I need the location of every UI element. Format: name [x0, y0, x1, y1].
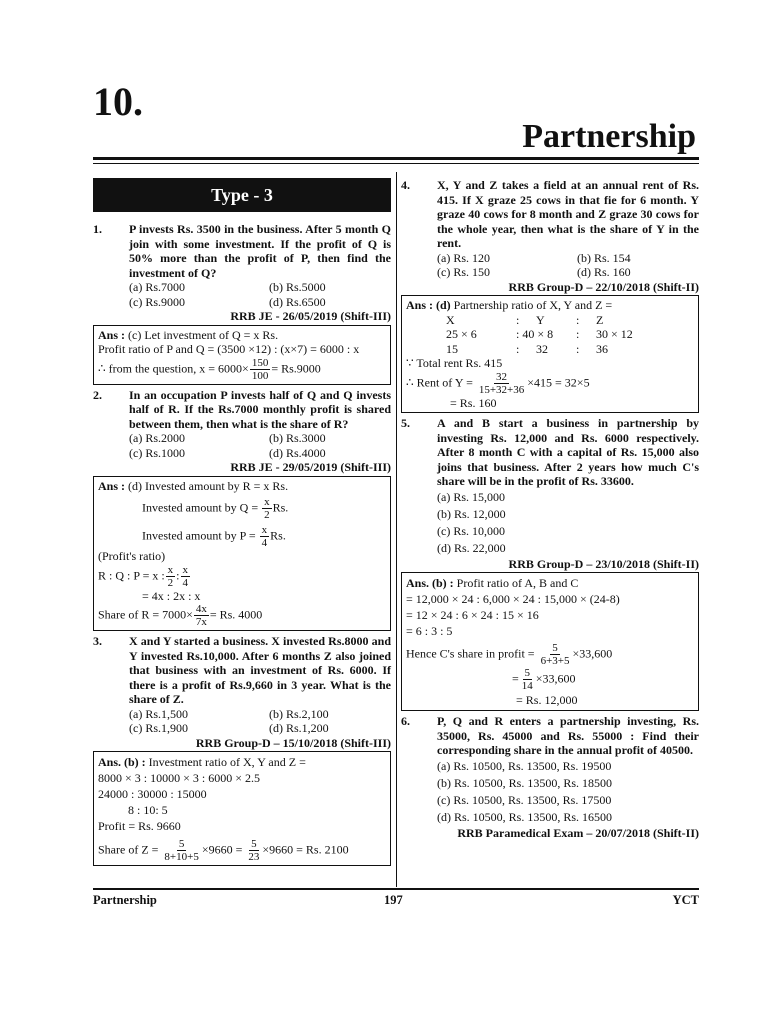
column-divider	[396, 172, 397, 887]
question-number: 1.	[93, 222, 102, 236]
fraction: $\frac{4x}{7x}$	[195, 603, 207, 628]
answer-step: Share of Z = $\frac{5}{8+10+5}$ ×9660 = $\frac{5}{23}$ ×9660 = Rs. 2100	[98, 838, 349, 863]
footer-chapter: Partnership	[93, 893, 157, 907]
footer-rule	[93, 888, 699, 890]
question-number: 6.	[401, 714, 410, 728]
exam-reference: RRB Paramedical Exam – 20/07/2018 (Shift-II)	[457, 825, 699, 840]
option-c: (c) Rs. 150	[437, 265, 490, 279]
question-text: X, Y and Z takes a field at an annual rent of Rs. 415. If X graze 25 cows in that fie for 6 month. Y graze 40 cows for 8 month and Z graze 30 cows for the whole year, then what is the share of Y in the rent.	[437, 178, 699, 250]
fraction: $\frac{5}{23}$	[248, 838, 260, 863]
ratio-row: X : Y : Z	[446, 312, 604, 327]
answer-text: (d) Invested amount by R = x Rs.	[128, 478, 289, 493]
options-1	[93, 280, 391, 309]
answer-label: Ans : (d)	[406, 298, 454, 312]
answer-label: Ans :	[98, 327, 129, 342]
answer-step: 8 : 10: 5	[128, 803, 168, 817]
option-d: (d) Rs.4000	[269, 445, 326, 460]
fraction: $\frac{32}{15+32+36}$	[478, 370, 525, 396]
answer-step: Profit ratio of P and Q = (3500 ×12) : (x×7) = 6000 : x	[98, 342, 360, 356]
answer-step: Share of R = 7000× $\frac{4x}{7x}$ = Rs. 4000	[98, 603, 263, 628]
fraction: $\frac{x}{4}$	[261, 524, 268, 549]
type-banner: Type - 3	[93, 178, 391, 212]
question-text: P invests Rs. 3500 in the business. After 5 month Q join with some investment. If the profit of Q is 50% more than the profit of P, then find the investment of Q?	[129, 222, 391, 280]
fraction: $\frac{150}{100}$	[251, 356, 269, 382]
option-a: (a) Rs. 120	[437, 250, 490, 265]
answer-label: Ans :	[98, 478, 129, 493]
answer-box-4	[401, 295, 699, 413]
answer-step: = $\frac{5}{14}$ ×33,600	[512, 667, 576, 692]
option-c: (c) Rs.9000	[129, 294, 185, 309]
exam-reference: RRB Group-D – 23/10/2018 (Shift-II)	[508, 556, 699, 571]
answer-text: Investment ratio of X, Y and Z =	[148, 755, 306, 769]
option-b: (b) Rs.3000	[269, 431, 326, 445]
question-text: A and B start a business in partnership by investing Rs. 12,000 and Rs. 6000 respectively. After 8 month C with a capital of Rs. 15,000 also joins that business. After 2 years how much C's share will be in the profit of Rs. 33600.	[437, 416, 699, 488]
answer-step: Invested amount by Q = $\frac{x}{2}$ Rs.	[142, 496, 289, 521]
question-number: 4.	[401, 178, 410, 192]
fraction: $\frac{x}{4}$	[182, 563, 189, 589]
option-b: (b) Rs. 154	[577, 250, 631, 265]
exam-reference: RRB Group-D – 15/10/2018 (Shift-III)	[195, 735, 391, 750]
fraction: $\frac{x}{2}$	[167, 563, 174, 589]
page-number: 197	[384, 893, 403, 907]
answer-label: Ans. (b) :	[406, 576, 457, 590]
option-b: (b) Rs.5000	[269, 280, 326, 294]
option-c: (c) Rs.1,900	[129, 721, 188, 735]
question-text: X and Y started a business. X invested Rs.8000 and Y invested Rs.10,000. After 6 months Z also joined that business with an investment of Rs. 6000. If there is a profit of Rs.9,660 in 3 year. What is the share of Z.	[129, 634, 391, 706]
option-a: (a) Rs.2000	[129, 431, 185, 445]
answer-step: Hence C's share in profit = $\frac{5}{6+3+5}$ ×33,600	[406, 642, 613, 667]
chapter-number: 10.	[93, 79, 143, 124]
options-3	[93, 707, 391, 736]
question-2	[93, 388, 391, 432]
option-b: (b) Rs. 12,000	[437, 506, 506, 521]
options-6	[401, 758, 699, 826]
answer-step: = Rs. 12,000	[516, 693, 578, 707]
option-b: (b) Rs. 10500, Rs. 13500, Rs. 18500	[437, 775, 613, 790]
exam-reference: RRB JE - 29/05/2019 (Shift-III)	[230, 460, 391, 474]
options-4	[401, 251, 699, 280]
answer-step: ∴ Rent of Y = $\frac{32}{15+32+36}$ ×415 = 32×5	[406, 370, 590, 396]
answer-text: (c) Let investment of Q = x Rs.	[128, 327, 279, 342]
answer-step: = 12,000 × 24 : 6,000 × 24 : 15,000 × (24-8)	[406, 592, 620, 606]
options-2	[93, 431, 391, 460]
answer-step: 8000 × 3 : 10000 × 3 : 6000 × 2.5	[98, 771, 260, 785]
answer-step: = 12 × 24 : 6 × 24 : 15 × 16	[406, 608, 539, 622]
answer-text: Profit ratio of A, B and C	[456, 576, 579, 590]
fraction: $\frac{5}{8+10+5}$	[164, 838, 199, 863]
answer-step: Profit = Rs. 9660	[98, 819, 181, 833]
exam-reference: RRB Group-D – 22/10/2018 (Shift-II)	[508, 279, 699, 294]
option-c: (c) Rs. 10500, Rs. 13500, Rs. 17500	[437, 792, 612, 807]
option-a: (a) Rs.7000	[129, 280, 185, 294]
question-text: P, Q and R enters a partnership investing, Rs. 35000, Rs. 45000 and Rs. 55000 : Find their corresponding share in the annual profit of 40500.	[437, 714, 699, 757]
answer-box-1	[93, 325, 391, 385]
answer-step: = 4x : 2x : x	[142, 588, 201, 603]
answer-step: Invested amount by P = $\frac{x}{4}$ Rs.	[142, 524, 286, 549]
fraction: $\frac{5}{6+3+5}$	[540, 642, 570, 667]
option-d: (d) Rs. 22,000	[437, 540, 506, 555]
option-d: (d) Rs.1,200	[269, 721, 329, 735]
option-c: (c) Rs.1000	[129, 445, 185, 460]
ratio-row: 25 × 6 : 40 × 8 : 30 × 12	[446, 327, 633, 341]
option-d: (d) Rs. 160	[577, 265, 631, 279]
left-column	[93, 178, 391, 869]
answer-step	[98, 357, 386, 382]
fraction: $\frac{5}{14}$	[521, 667, 533, 692]
question-3	[93, 634, 391, 707]
answer-step: 24000 : 30000 : 15000	[98, 787, 207, 801]
question-5	[401, 416, 699, 489]
option-a: (a) Rs. 15,000	[437, 489, 505, 504]
option-a: (a) Rs. 10500, Rs. 13500, Rs. 19500	[437, 758, 612, 773]
answer-step-text: ∴ from the question, x = 6000×	[98, 360, 249, 375]
question-1	[93, 222, 391, 280]
footer-publisher: YCT	[672, 893, 699, 907]
answer-text: Partnership ratio of X, Y and Z =	[453, 298, 613, 312]
option-c: (c) Rs. 10,000	[437, 523, 505, 538]
answer-step: ∵ Total rent Rs. 415	[406, 356, 503, 370]
question-text: In an occupation P invests half of Q and Q invests half of R. If the Rs.7000 monthly profit is shared between them, then what is the share of R?	[129, 387, 391, 431]
answer-step: R : Q : P = x : $\frac{x}{2}$ : $\frac{x}{4}$	[98, 563, 189, 589]
right-column	[401, 178, 699, 840]
answer-box-3	[93, 751, 391, 866]
answer-step-text: = Rs.9000	[271, 360, 321, 375]
ratio-row: 15 : 32 : 36	[446, 341, 608, 356]
exam-reference: RRB JE - 26/05/2019 (Shift-III)	[230, 309, 391, 323]
answer-label: Ans. (b) :	[98, 755, 149, 769]
option-b: (b) Rs.2,100	[269, 706, 329, 721]
header-rule-thin	[93, 163, 699, 164]
header-rule-thick	[93, 157, 699, 160]
question-6	[401, 714, 699, 758]
answer-box-2	[93, 476, 391, 632]
question-4	[401, 178, 699, 251]
question-number: 5.	[401, 416, 410, 430]
fraction: $\frac{x}{2}$	[264, 496, 270, 521]
answer-step: (Profit's ratio)	[98, 549, 166, 563]
option-d: (d) Rs. 10500, Rs. 13500, Rs. 16500	[437, 809, 613, 824]
answer-box-5	[401, 572, 699, 711]
option-d: (d) Rs.6500	[269, 294, 326, 309]
answer-step: = 6 : 3 : 5	[406, 624, 453, 638]
option-a: (a) Rs.1,500	[129, 706, 188, 721]
chapter-title: Partnership	[522, 118, 696, 155]
options-5	[401, 489, 699, 557]
question-number: 3.	[93, 634, 102, 648]
question-number: 2.	[93, 387, 102, 402]
answer-step: = Rs. 160	[450, 395, 497, 410]
